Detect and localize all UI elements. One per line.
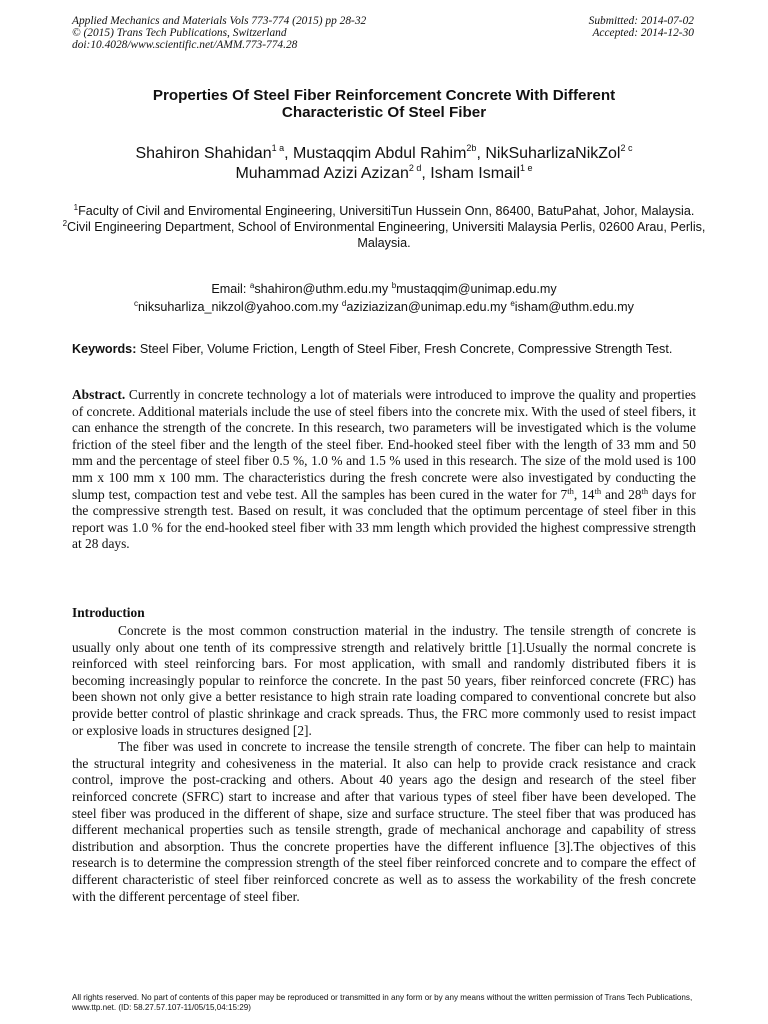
affiliation-text: Civil Engineering Department, School of Environmental Engineering, Universiti Malaysia Perlis, 02600 Arau, Perlis, Malaysia. <box>67 220 706 250</box>
email-address[interactable]: mustaqqim@unimap.edu.my <box>396 282 557 296</box>
email-address[interactable]: isham@uthm.edu.my <box>514 300 634 314</box>
affiliation-2 <box>60 219 708 251</box>
paper-title <box>60 87 708 121</box>
title-line-1: Properties Of Steel Fiber Reinforcement Concrete With Different <box>152 87 616 104</box>
author-affiliation-mark: 2 c <box>620 143 633 153</box>
author-line-1 <box>40 144 728 164</box>
affiliation-mark: 1 <box>73 203 79 212</box>
email-mark: a <box>249 281 255 290</box>
email-label: Email: <box>211 282 250 296</box>
author-separator: , <box>284 145 293 162</box>
ordinal-suffix: th <box>641 485 649 496</box>
email-block <box>40 280 728 316</box>
copyright-line: © (2015) Trans Tech Publications, Switzerland <box>72 27 287 39</box>
submission-dates <box>589 15 694 39</box>
abstract-text: Currently in concrete technology a lot of materials were introduced to improve the quality and properties of concrete. Additional materials include the use of steel fibers into the concrete mix. With the used of steel fibers, it can enhance the strength of the concrete. In this research, two parameters will be investigated which is the volume friction of the steel fiber and the length of the steel fiber. End-hooked steel fiber with the length of 33 mm and 50 mm and the percentage of steel fiber 0.5 %, 1.0 % and 1.5 % used in this research. The size of the mold used is 100 mm x 100 mm x 100 mm. The characteristics during the fresh concrete were also investigated by conducting the slump test, compaction test and vebe test. All the samples has been cured in the water for 7 <box>72 387 696 502</box>
keywords-label: Keywords: <box>72 342 137 356</box>
affiliation-mark: 2 <box>62 219 68 228</box>
journal-header <box>72 15 366 51</box>
author-name: Muhammad Azizi Azizan <box>235 165 409 182</box>
affiliations <box>60 203 708 251</box>
author-separator: , <box>476 145 486 162</box>
submitted-date: Submitted: 2014-07-02 <box>588 15 694 27</box>
author-name: Shahiron Shahidan <box>135 145 272 162</box>
abstract-text: and 28 <box>601 486 642 502</box>
abstract-text: , 14 <box>573 486 595 502</box>
email-line-2 <box>40 298 728 316</box>
journal-citation: Applied Mechanics and Materials Vols 773-774 (2015) pp 28-32 <box>72 15 367 27</box>
email-mark: e <box>510 299 515 308</box>
email-mark: d <box>341 299 347 308</box>
email-address[interactable]: aziziazizan@unimap.edu.my <box>346 300 507 314</box>
paragraph: Concrete is the most common construction material in the industry. The tensile strength of concrete is usually only about one tenth of its compressive strength and relatively brittle [1].Usually the normal concrete is reinforced with steel reinforcing bars. For most application, with small and randomly distributed fibers it is becoming increasingly popular to reinforce the concrete. In the past 50 years, fiber reinforced concrete (FRC) has been shown not only give a better resistance to high strain rate loading compared to conventional concrete but also provide better control of plastic shrinkage and crack spreads. Thus, the FRC more commonly used to resist impact or explosive loads in structures designed [2]. <box>72 623 696 738</box>
email-line-1 <box>40 280 728 298</box>
ordinal-suffix: th <box>567 485 574 496</box>
author-line-2 <box>40 164 728 184</box>
abstract-label: Abstract. <box>72 387 126 402</box>
doi-line: doi:10.4028/www.scientific.net/AMM.773-774.28 <box>72 39 298 51</box>
affiliation-text: Faculty of Civil and Enviromental Engineering, UniversitiTun Hussein Onn, 86400, BatuPahat, Johor, Malaysia. <box>78 204 695 218</box>
keywords <box>72 342 696 357</box>
introduction-body <box>72 623 696 905</box>
author-name: Mustaqqim Abdul Rahim <box>293 145 467 162</box>
author-affiliation-mark: 2b <box>466 143 477 153</box>
author-name: Isham Ismail <box>430 165 521 182</box>
author-separator: , <box>421 165 431 182</box>
email-address[interactable]: niksuharliza_nikzol@yahoo.com.my <box>138 300 339 314</box>
paragraph: The fiber was used in concrete to increase the tensile strength of concrete. The fiber can help to maintain the structural integrity and cohesiveness in the material. It also can help to provide crack resistance and crack control, improve the post-cracking and others. About 40 years ago the design and research of the steel fiber reinforced concrete (SFRC) start to increase and after that various types of steel fiber have been developed. The steel fiber was produced in the different of shape, size and surface structure. The steel fiber that was produced has different mechanical properties such as tensile strength, grade of mechanical anchorage and capability of stress distribution and absorption. Thus the concrete properties have the different influence [3].The objectives of this research is to determine the compression strength of the steel fiber reinforced concrete and to compare the effect of different characteristic of steel fiber reinforced concrete as well as to assess the workability of the fresh concrete with the different percentage of steel fiber. <box>72 739 696 904</box>
affiliation-1 <box>60 203 708 219</box>
keywords-text: Steel Fiber, Volume Friction, Length of Steel Fiber, Fresh Concrete, Compressive Strength Test. <box>136 342 673 356</box>
author-affiliation-mark: 1 e <box>520 163 533 173</box>
section-heading-introduction: Introduction <box>72 605 145 620</box>
email-mark: b <box>391 281 397 290</box>
copyright-footer: All rights reserved. No part of contents of this paper may be reproduced or transmitted in any form or by any means without the written permission of Trans Tech Publications, www.ttp.net. (ID: 58.27.57.107-11/05/15,04:15:29) <box>72 993 693 1012</box>
abstract <box>72 387 696 553</box>
email-mark: c <box>134 299 139 308</box>
email-address[interactable]: shahiron@uthm.edu.my <box>254 282 389 296</box>
ordinal-suffix: th <box>594 485 602 496</box>
author-affiliation-mark: 2 d <box>408 163 422 173</box>
accepted-date: Accepted: 2014-12-30 <box>592 27 694 39</box>
author-affiliation-mark: 1 a <box>271 143 285 153</box>
title-line-2: Characteristic Of Steel Fiber <box>281 104 487 121</box>
abstract-text: days for the compressive strength test. Based on result, it was concluded that the optimum percentage of steel fiber in this report was 1.0 % for the end-hooked steel fiber with 33 mm length which provided the highest compressive strength at 28 days. <box>72 486 697 552</box>
author-name: NikSuharlizaNikZol <box>485 145 621 162</box>
author-list <box>40 144 728 184</box>
